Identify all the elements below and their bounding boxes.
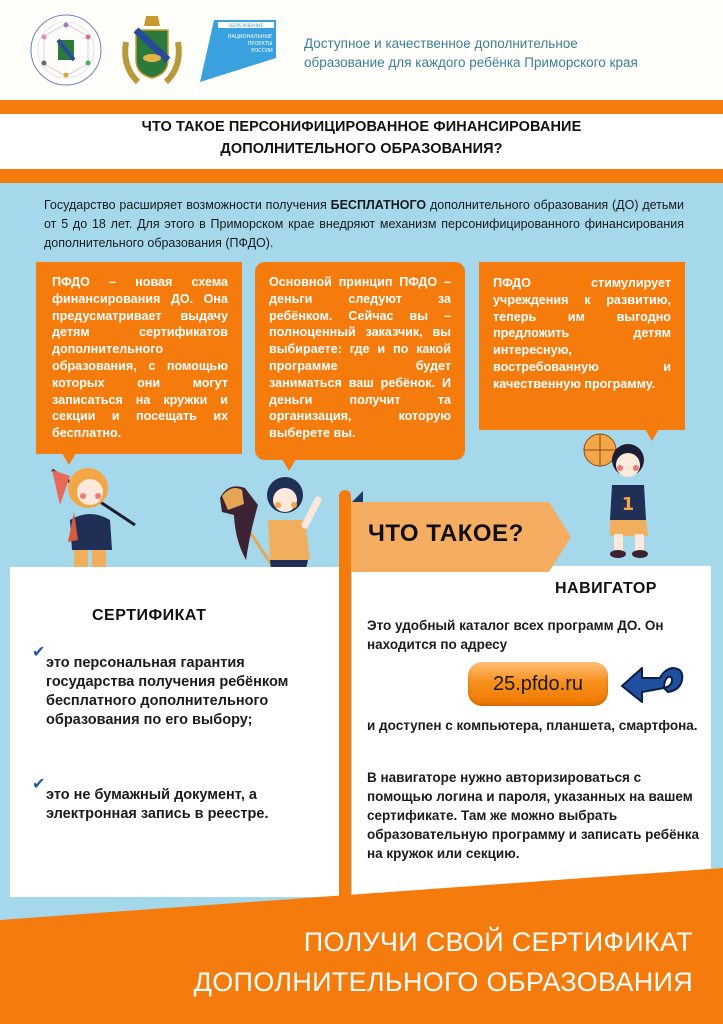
page-title bbox=[0, 116, 723, 160]
intro-text-before: Государство расширяет возможности получения bbox=[44, 198, 331, 212]
primorsky-coat-of-arms-icon bbox=[118, 12, 186, 88]
bubble-text: ПФДО – новая схема финансирования ДО. Она предусматривает выдачу детям сертификатов дополнительного образования, с помощью которых они могут записаться на кружки и секции и посещать их бесплатно. bbox=[52, 275, 228, 441]
call-to-action-line-1: ПОЛУЧИ СВОЙ СЕРТИФИКАТ bbox=[303, 927, 693, 957]
navigator-url-button[interactable]: 25.pfdo.ru bbox=[468, 662, 608, 706]
svg-text:ПРОЕКТЫ: ПРОЕКТЫ bbox=[247, 41, 273, 47]
certificate-item: это не бумажный документ, а электронная запись в реестре. bbox=[46, 787, 269, 822]
speech-bubble-new-scheme bbox=[36, 262, 242, 454]
flag-pole bbox=[339, 490, 351, 910]
certificate-item: это персональная гарантия государства получения ребёнком бесплатного дополнительного образования по его выбору; bbox=[46, 655, 289, 728]
svg-text:1: 1 bbox=[621, 494, 635, 515]
tagline-line-1: Доступное и качественное дополнительное bbox=[304, 36, 578, 51]
header-tagline bbox=[304, 34, 714, 72]
flag-corner-decoration bbox=[351, 491, 363, 503]
call-to-action bbox=[194, 922, 693, 1002]
orange-divider-bottom bbox=[0, 169, 723, 183]
bubble-text: ПФДО стимулирует учреждения к развитию, теперь им выгодно предложить детям интересную, востребованную и качественную программу. bbox=[493, 276, 671, 391]
page-title-line-1: ЧТО ТАКОЕ ПЕРСОНИФИЦИРОВАННОЕ ФИНАНСИРОВАНИЕ bbox=[141, 119, 582, 135]
navigator-availability: и доступен с компьютера, планшета, смартфона. bbox=[367, 718, 698, 733]
certificate-title: СЕРТИФИКАТ bbox=[92, 607, 207, 624]
boy-with-basketball-illustration-icon bbox=[580, 430, 670, 560]
regional-model-center-logo-icon bbox=[28, 12, 104, 88]
intro-paragraph bbox=[44, 196, 684, 253]
page-title-line-2: ДОПОЛНИТЕЛЬНОГО ОБРАЗОВАНИЯ? bbox=[220, 141, 503, 157]
orange-divider-top bbox=[0, 100, 723, 114]
navigator-description: Это удобный каталог всех программ ДО. Он находится по адресу bbox=[367, 618, 664, 652]
what-is-flag-label: ЧТО ТАКОЕ? bbox=[368, 520, 524, 547]
svg-text:ОБРАЗОВАНИЕ: ОБРАЗОВАНИЕ bbox=[228, 24, 264, 29]
checkmark-icon: ✔ bbox=[32, 776, 46, 793]
navigator-instructions: В навигаторе нужно авторизироваться с помощью логина и пароля, указанных на вашем сертификате. Там же можно выбрать образовательную программу и записать ребёнка на кружок или секцию. bbox=[367, 770, 699, 861]
speech-bubble-stimulates bbox=[479, 262, 685, 430]
svg-text:РОССИИ: РОССИИ bbox=[251, 48, 273, 54]
intro-text-bold: БЕСПЛАТНОГО bbox=[330, 198, 427, 212]
national-projects-logo-icon bbox=[200, 18, 280, 84]
call-to-action-line-2: ДОПОЛНИТЕЛЬНОГО ОБРАЗОВАНИЯ bbox=[193, 967, 693, 997]
svg-text:НАЦИОНАЛЬНЫЕ: НАЦИОНАЛЬНЫЕ bbox=[227, 34, 273, 40]
header bbox=[0, 0, 723, 98]
curved-arrow-left-icon bbox=[618, 660, 686, 706]
tagline-line-2: образование для каждого ребёнка Приморского края bbox=[304, 55, 638, 70]
checkmark-icon: ✔ bbox=[32, 644, 46, 661]
navigator-title: НАВИГАТОР bbox=[555, 580, 657, 597]
intro-text-after: дополнительного образования (ДО) детьми от 5 до 18 лет. Для этого в Приморском крае внедряют механизм персонифицированного финансирования дополнительного образования (ПФДО). bbox=[44, 198, 684, 250]
bubble-text: Основной принцип ПФДО – деньги следуют за ребёнком. Сейчас вы – полноценный заказчик, вы выбираете: где и по какой программе будет заниматься ваш ребёнок. И деньги получит та организация, которую выберете вы. bbox=[269, 275, 451, 441]
speech-bubble-main-principle bbox=[255, 262, 465, 460]
